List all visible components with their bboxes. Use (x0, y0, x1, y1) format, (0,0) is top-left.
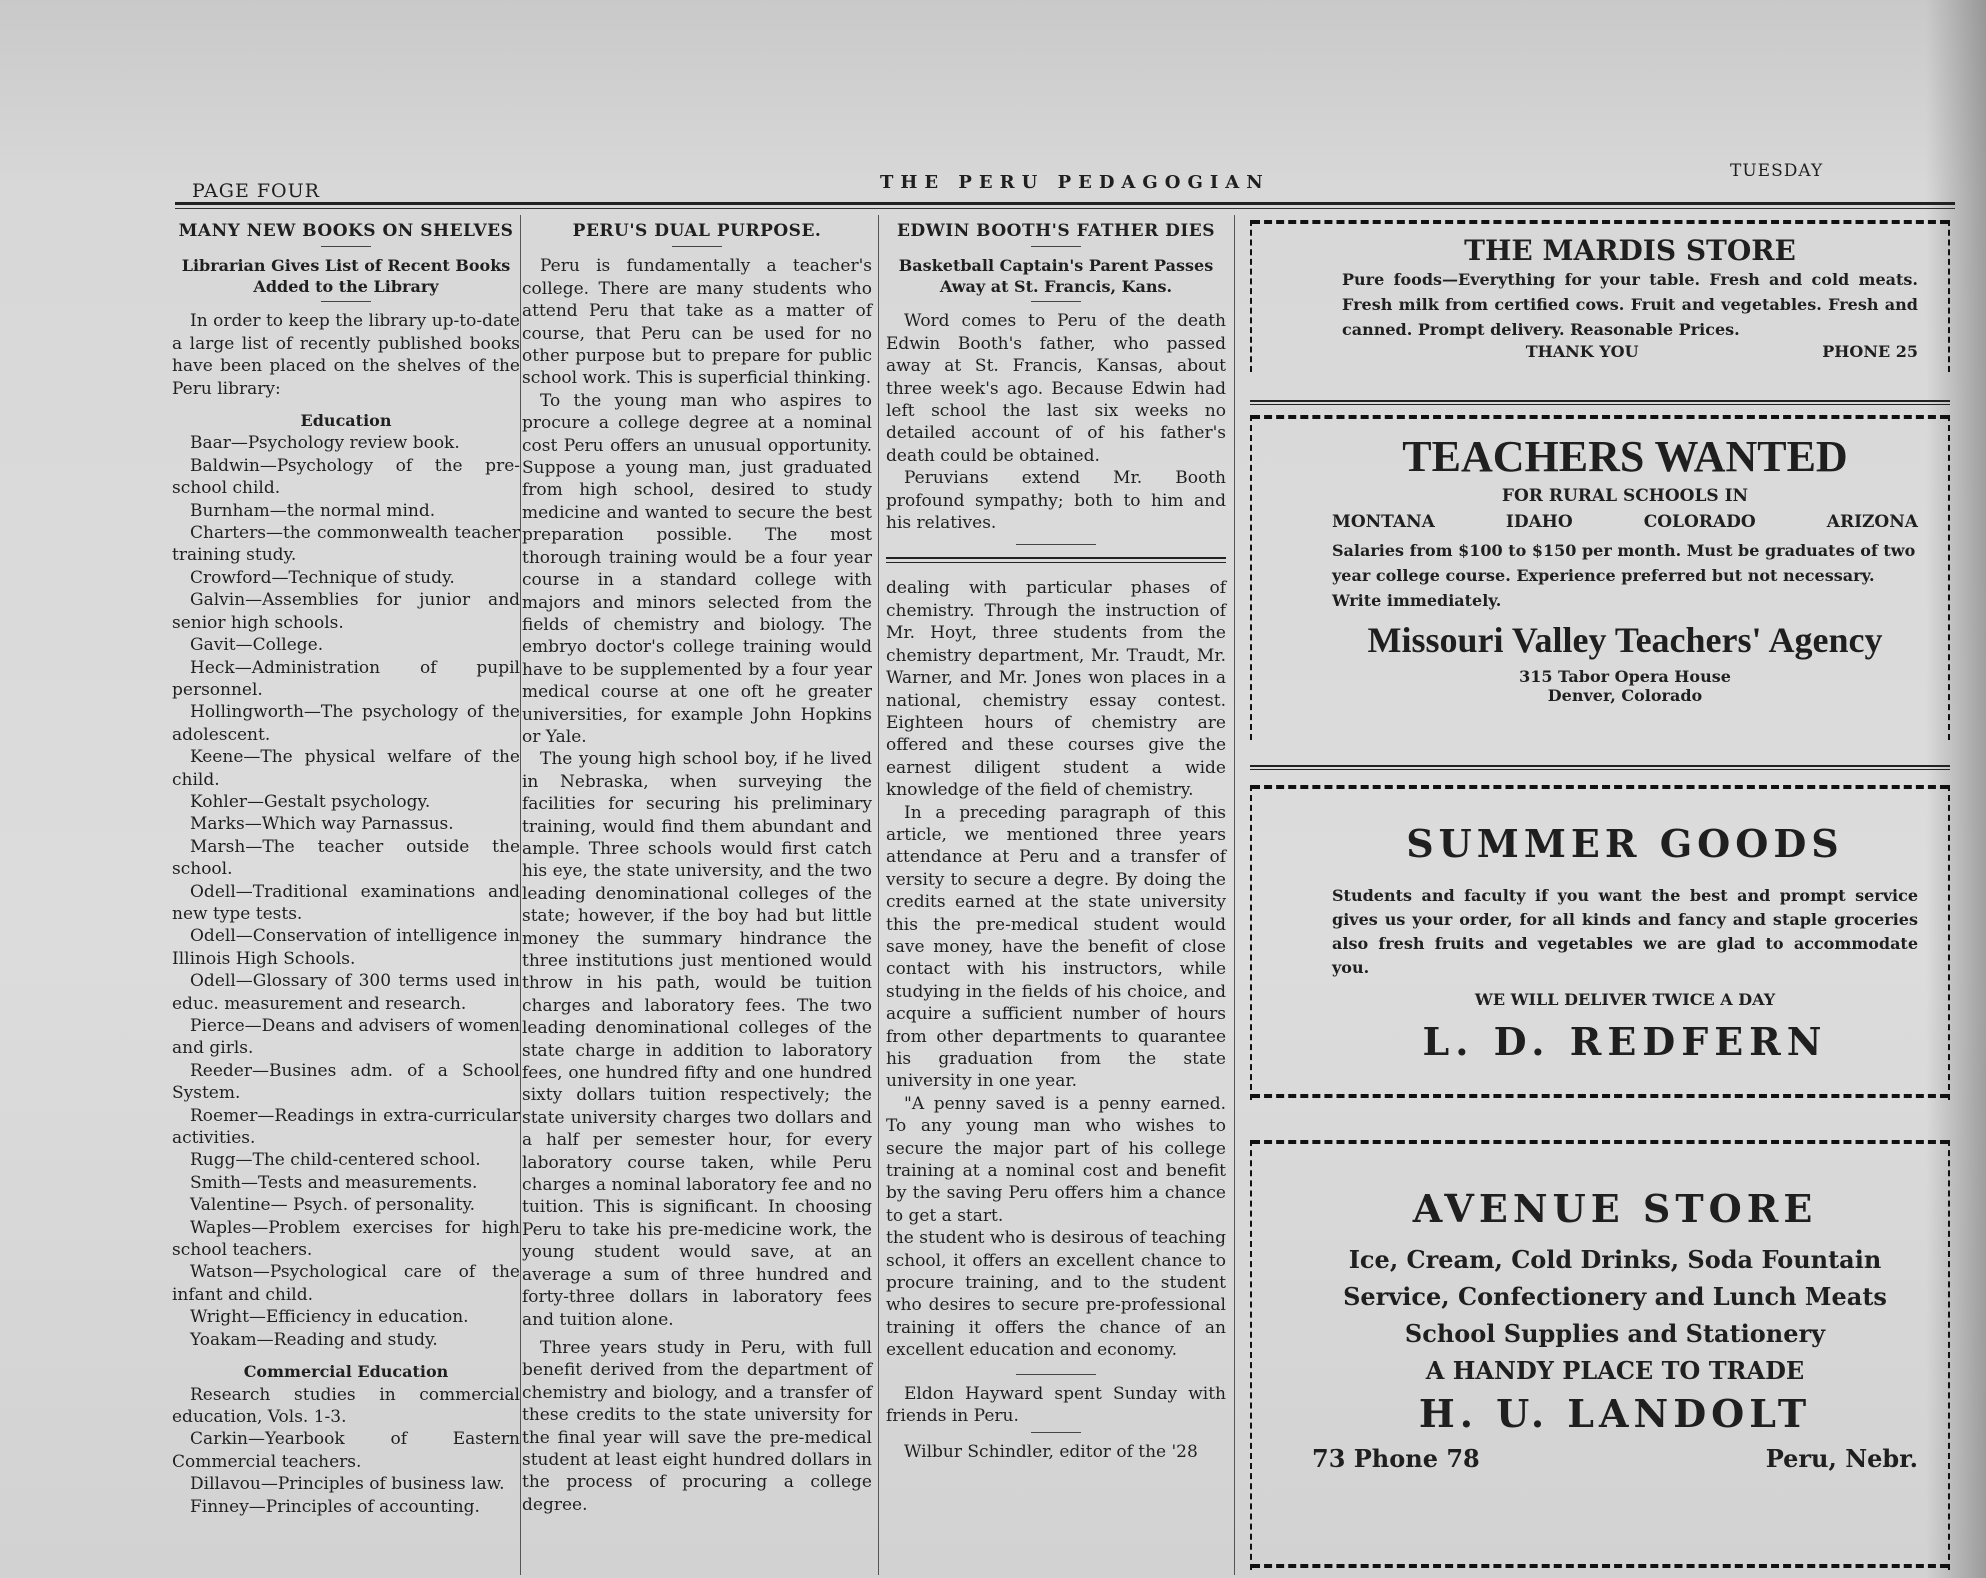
book-entry: Wright—Efficiency in education. (190, 1307, 469, 1328)
book-entry: Dillavou—Principles of business law. (190, 1474, 505, 1495)
book-entry: Roemer—Readings in extra-curricular activities. (172, 1105, 520, 1149)
book-entry: Keene—The physical welfare of the child. (172, 747, 520, 790)
book-entry: Crowford—Technique of study. (190, 567, 455, 588)
ad-line: Service, Confectionery and Lunch Meats (1343, 1282, 1887, 1311)
book-entry: Reeder—Busines adm. of a School System. (172, 1060, 520, 1104)
divider (1016, 1374, 1096, 1375)
paragraph: dealing with particular phases of chemistry. Through the instruction of Mr. Hoyt, three students from the chemistry department, Mr. Traudt, Mr. Warner, and Mr. Jones won places in a national, chemistry essay contest. Eighteen hours of chemistry are offered and these courses give the earnest diligent student a wide knowledge of the field of chemistry. (886, 578, 1226, 801)
book-entry: Finney—Principles of accounting. (190, 1496, 480, 1517)
book-entry: Rugg—The child-centered school. (190, 1150, 481, 1171)
section-rule (886, 557, 1226, 563)
ad-mardis-store (1250, 220, 1950, 372)
headline: PERU'S DUAL PURPOSE. (572, 221, 822, 241)
book-entry: Odell—Conservation of intelligence in Illinois High Schools. (172, 926, 520, 969)
book-entry: Baar—Psychology review book. (190, 433, 460, 454)
divider (1031, 246, 1081, 247)
book-entry: Burnham—the normal mind. (190, 500, 436, 521)
subhead: Basketball Captain's Parent Passes Away at St. Francis, Kans. (898, 256, 1214, 297)
column-divider (520, 215, 521, 1575)
day-label: TUESDAY (1730, 161, 1824, 181)
paragraph: Peruvians extend Mr. Booth profound sympathy; both to him and his relatives. (886, 468, 1226, 534)
ad-subtitle: FOR RURAL SCHOOLS IN (1501, 486, 1749, 506)
ad-line: Ice, Cream, Cold Drinks, Soda Fountain (1348, 1245, 1882, 1274)
section-heading: Education (300, 411, 392, 431)
headline: EDWIN BOOTH'S FATHER DIES (896, 221, 1216, 241)
ad-phone: PHONE 25 (1822, 342, 1918, 361)
book-entry: Odell—Traditional examinations and new type tests. (172, 881, 520, 924)
book-entry: Heck—Administration of pupil personnel. (172, 657, 520, 700)
book-entry: Marks—Which way Parnassus. (190, 814, 454, 835)
book-list (172, 432, 520, 1351)
book-entry: Carkin—Yearbook of Eastern Commercial teachers. (172, 1429, 520, 1472)
ad-summer-goods (1250, 785, 1950, 1100)
book-entry: Yoakam—Reading and study. (190, 1329, 438, 1350)
book-entry: Valentine— Psych. of personality. (190, 1195, 476, 1216)
book-entry: Watson—Psychological care of the infant and child. (172, 1262, 520, 1305)
divider (321, 246, 371, 247)
agency-name: Missouri Valley Teachers' Agency (1367, 620, 1883, 660)
ad-store-name: L. D. REDFERN (1422, 1019, 1828, 1064)
ad-line: A HANDY PLACE TO TRADE (1425, 1356, 1805, 1385)
ad-body: Students and faculty if you want the best and prompt service gives us your order, for all kinds and fancy and staple groceries also fresh fruits and vegetables we are glad to accommodate you. (1332, 886, 1918, 977)
book-entry: Charters—the commonwealth teacher training study. (172, 523, 520, 566)
ad-line: School Supplies and Stationery (1404, 1319, 1826, 1348)
article-dual-purpose (522, 220, 872, 1516)
ad-body: Salaries from $100 to $150 per month. Must be graduates of two year college course. Experience preferred but not necessary. Write immediately. (1332, 541, 1916, 610)
article-new-books (172, 220, 520, 1518)
subhead: Librarian Gives List of Recent Books Added to the Library (181, 256, 511, 297)
column-divider (878, 215, 879, 1575)
ad-border (1252, 1564, 1948, 1570)
brief: Eldon Hayward spent Sunday with friends in Peru. (886, 1383, 1226, 1427)
book-entry: Waples—Problem exercises for high school teachers. (172, 1217, 520, 1261)
book-entry: Kohler—Gestalt psychology. (190, 791, 431, 812)
book-entry: Research studies in commercial education, Vols. 1-3. (172, 1384, 520, 1427)
book-entry: Odell—Glossary of 300 terms used in educ. measurement and research. (172, 971, 520, 1014)
book-entry: Pierce—Deans and advisers of women and girls. (172, 1016, 520, 1059)
book-entry: Hollingworth—The psychology of the adolescent. (172, 702, 520, 745)
article-booth (886, 220, 1226, 1463)
agency-city: Denver, Colorado (1547, 686, 1703, 705)
ad-separator (1250, 765, 1950, 770)
ad-border (1252, 1094, 1948, 1100)
state-label: ARIZONA (1826, 512, 1918, 532)
ad-title: TEACHERS WANTED (1402, 432, 1848, 481)
ad-store-name: H. U. LANDOLT (1418, 1391, 1812, 1436)
divider (672, 246, 722, 247)
ad-deliver: WE WILL DELIVER TWICE A DAY (1474, 990, 1776, 1009)
column-divider (1234, 215, 1235, 1575)
divider (1031, 1432, 1081, 1433)
ad-avenue-store (1250, 1140, 1950, 1570)
ad-teachers-wanted (1250, 415, 1950, 740)
ad-phone: 73 Phone 78 (1312, 1444, 1480, 1473)
state-label: COLORADO (1643, 512, 1756, 532)
paragraph: To the young man who aspires to procure a college degree at a nominal cost Peru offers an unusual opportunity. Suppose a young man, just graduated from high school, desired to study medicine and wanted to secure the best preparation possible. The most thorough training would be a four year course in a standard college with majors and minors selected from the fields of chemistry and biology. The embryo doctor's college training would have to be supplemented by a four year medical course at one oft he greater universities, for example John Hopkins or Yale. (522, 390, 872, 747)
state-label: IDAHO (1505, 512, 1573, 532)
paragraph: The young high school boy, if he lived in Nebraska, when surveying the facilities for securing his preliminary training, would find them abundant and ample. Three schools would first catch his eye, the state university, and the two leading denominational colleges of the state; however, if the boy had but little money the summary hindrance the three institutions just mentioned would throw in his path, would be tuition charges and laboratory fees. The two leading denominational colleges of the state charge in addition to laboratory fees, one hundred fifty and one hundred sixty dollars tuition respectively; the state university charges two dollars and a half per semester hour, for every laboratory course taken, while Peru charges a nominal laboratory fee and no tuition. This is significant. In choosing Peru to take his pre-medicine work, the young student would save, at an average a sum of three hundred and forty-three dollars in laboratory fees and tuition alone. (522, 749, 872, 1330)
ad-title: SUMMER GOODS (1406, 821, 1844, 866)
ad-title: AVENUE STORE (1412, 1186, 1818, 1231)
ad-town: Peru, Nebr. (1765, 1444, 1918, 1473)
book-entry: Galvin—Assemblies for junior and senior high schools. (172, 590, 520, 633)
agency-address: 315 Tabor Opera House (1519, 667, 1731, 686)
paragraph: In a preceding paragraph of this article, we mentioned three years attendance at Peru and a transfer of versity to secure a degre. By doing the credits earned at the state university this the pre-medical student would save money, have the benefit of close contact with his instructors, while studying in the fields of his choice, and acquire a sufficient number of hours from other departments to quarantee his graduation from the state university in one year. (886, 802, 1226, 1092)
paragraph: "A penny saved is a penny earned. To any young man who wishes to secure the major part of his college training at a nominal cost and benefit by the saving Peru offers him a chance to get a start. (886, 1093, 1226, 1226)
paragraph: the student who is desirous of teaching school, it offers an excellent chance to procure training, and to the student who desires to secure pre-professional training it offers the chance of an excellent education and economy. (886, 1228, 1226, 1361)
ad-title: THE MARDIS STORE (1464, 234, 1796, 267)
headline: MANY NEW BOOKS ON SHELVES (178, 221, 514, 241)
paragraph: Three years study in Peru, with full benefit derived from the department of chemistry and biology, and a transfer of these credits to the state university for the final year will save the pre-medical student at least eight hundred dollars in the process of procuring a college degree. (522, 1337, 872, 1515)
divider (321, 301, 371, 302)
divider (1016, 544, 1096, 545)
book-list (172, 1384, 520, 1518)
paper-title: THE PERU PEDAGOGIAN (880, 172, 1270, 193)
paragraph: Peru is fundamentally a teacher's college. There are many students who attend Peru that take as a matter of course, that Peru can be used for no other purpose but to prepare for public school work. This is superficial thinking. (522, 256, 872, 389)
intro-paragraph: In order to keep the library up-to-date a large list of recently published books have been placed on the shelves of the Peru library: (172, 311, 520, 399)
masthead-rule-thin (175, 208, 1955, 209)
book-entry: Smith—Tests and measurements. (190, 1172, 478, 1193)
ad-body: Pure foods—Everything for your table. Fresh and cold meats. Fresh milk from certified cows. Fruit and vegetables. Fresh and canned. Prompt delivery. Reasonable Prices. (1342, 270, 1918, 339)
book-entry: Marsh—The teacher outside the school. (172, 836, 520, 880)
page-label: PAGE FOUR (192, 180, 320, 202)
state-label: MONTANA (1332, 512, 1435, 532)
divider (1031, 301, 1081, 302)
book-entry: Gavit—College. (190, 635, 324, 656)
ad-separator (1250, 400, 1950, 405)
section-heading: Commercial Education (243, 1362, 449, 1382)
masthead-rule (175, 202, 1955, 205)
book-entry: Baldwin—Psychology of the pre-school child. (172, 455, 520, 499)
ad-thanks: THANK YOU (1525, 342, 1639, 361)
paragraph: Word comes to Peru of the death Edwin Booth's father, who passed away at St. Francis, Kansas, about three week's ago. Because Edwin had left school the last six weeks no detailed account of of his father's death could be obtained. (886, 311, 1226, 466)
brief: Wilbur Schindler, editor of the '28 (904, 1441, 1198, 1462)
